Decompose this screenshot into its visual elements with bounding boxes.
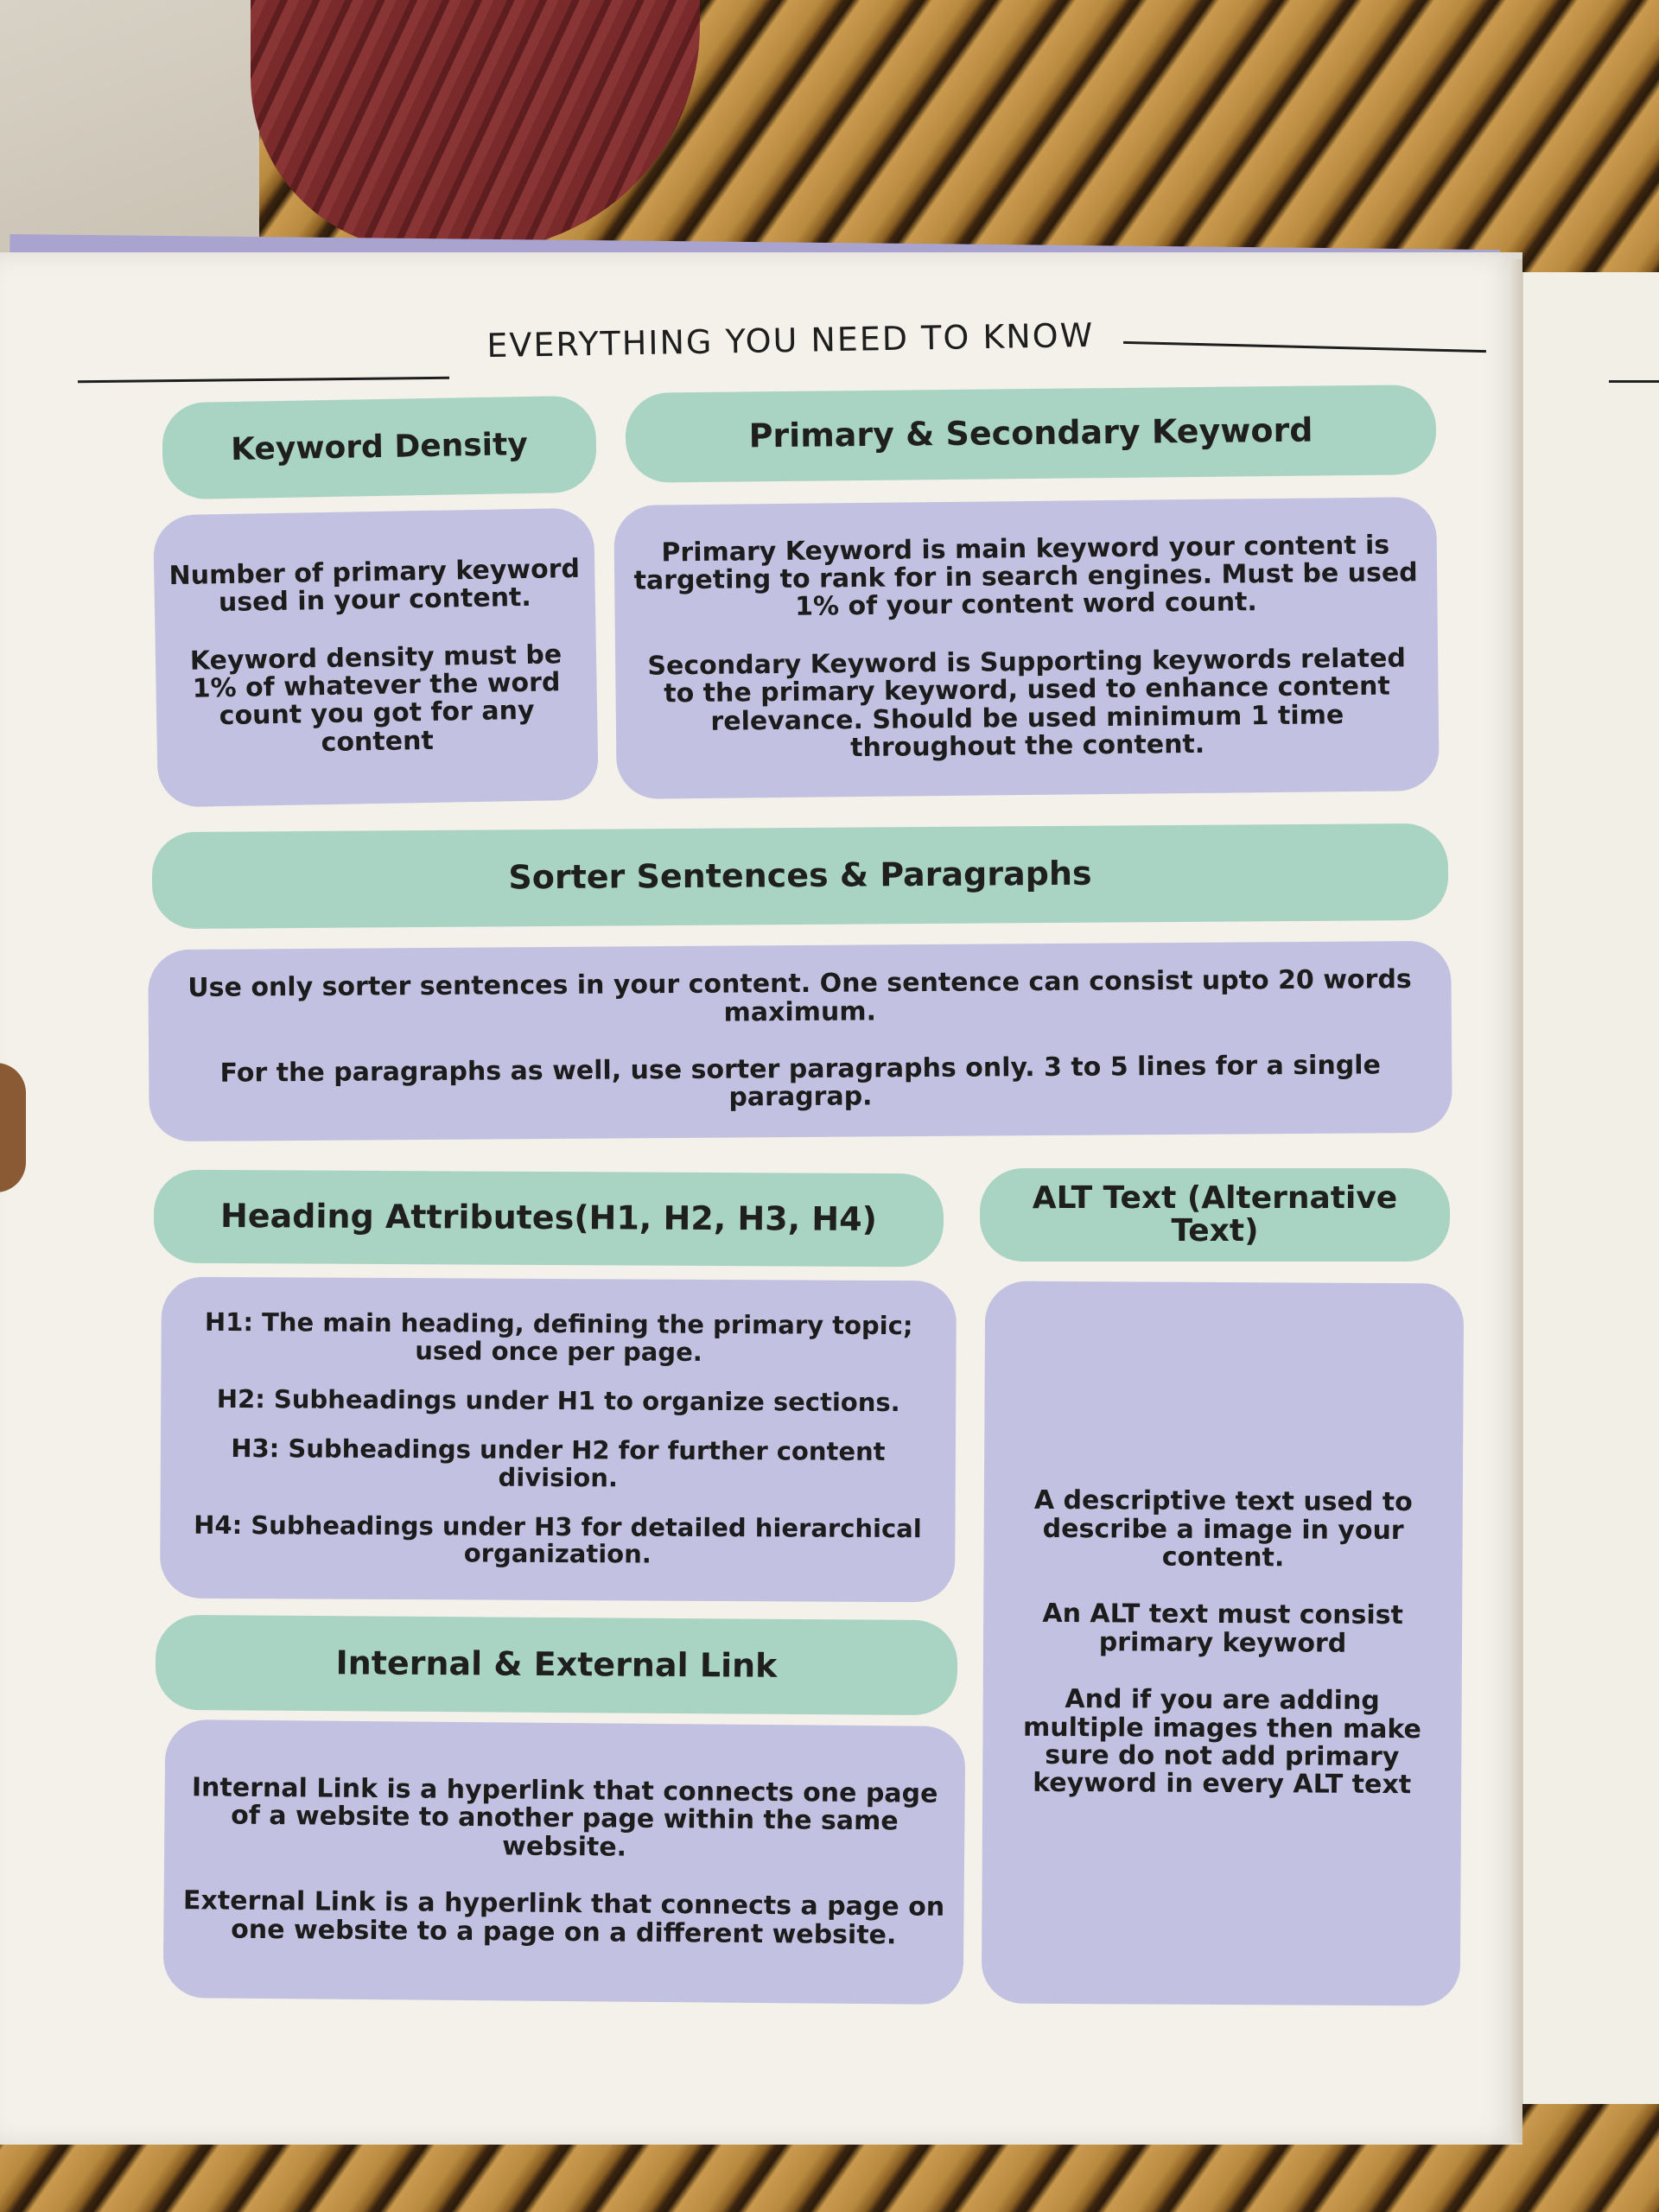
links-box	[163, 1719, 966, 2005]
alt-text-heading	[980, 1168, 1450, 1262]
secondary-keyword-text: Secondary Keyword is Supporting keywords related to the primary keyword, used to enhance content relevance. Should be used minimum 1 time throughout the content.	[647, 643, 1407, 764]
links-heading-text: Internal & External Link	[335, 1643, 778, 1685]
next-page-rule	[1609, 380, 1659, 383]
links-heading	[156, 1615, 958, 1715]
sentences-heading	[152, 823, 1449, 929]
page-title: EVERYTHING YOU NEED TO KNOW	[486, 315, 1095, 365]
alt-text-1: A descriptive text used to describe a image in your content.	[1033, 1485, 1413, 1573]
primary-secondary-heading-text: Primary & Secondary Keyword	[748, 410, 1313, 455]
alt-text-3: And if you are adding multiple images then make sure do not add primary keyword in every ALT text	[1022, 1684, 1421, 1801]
heading-attributes-box	[160, 1277, 957, 1603]
page-spine	[1510, 259, 1522, 2143]
h3-text: H3: Subheadings under H2 for further content division.	[231, 1433, 886, 1493]
alt-text-2: An ALT text must consist primary keyword	[1042, 1599, 1403, 1659]
floor-background	[0, 0, 259, 259]
keyword-density-heading	[162, 396, 597, 500]
keyword-density-heading-text: Keyword Density	[230, 427, 529, 468]
sentences-text-1: Use only sorter sentences in your content. One sentence can consist upto 20 words maximum.	[188, 964, 1412, 1028]
alt-text-box	[982, 1281, 1464, 2006]
thumb	[0, 1063, 26, 1192]
keyword-density-box	[153, 508, 599, 808]
heading-attributes-heading-text: Heading Attributes(H1, H2, H3, H4)	[219, 1197, 878, 1239]
external-link-text: External Link is a hyperlink that connects a page on one website to a page on a different website.	[182, 1885, 945, 1950]
alt-text-heading-text: ALT Text (Alternative Text)	[1032, 1180, 1398, 1249]
keyword-density-text-2: Keyword density must be 1% of whatever the word count you got for any content	[189, 639, 563, 758]
next-page-edge	[1521, 272, 1659, 2104]
h1-text: H1: The main heading, defining the primary topic; used once per page.	[204, 1307, 913, 1367]
sentences-box	[148, 941, 1452, 1142]
internal-link-text: Internal Link is a hyperlink that connects one page of a website to another page within the same website.	[191, 1772, 938, 1863]
h2-text: H2: Subheadings under H1 to organize sections.	[216, 1383, 900, 1418]
heading-attributes-heading	[154, 1170, 944, 1268]
primary-keyword-text: Primary Keyword is main keyword your content is targeting to rank for in search engines. Must be used 1% of your content word count.	[633, 530, 1418, 623]
sentences-heading-text: Sorter Sentences & Paragraphs	[508, 854, 1092, 897]
primary-secondary-heading	[625, 385, 1436, 483]
keyword-density-text-1: Number of primary keyword used in your content.	[168, 553, 581, 619]
sentences-text-2: For the paragraphs as well, use sorter paragraphs only. 3 to 5 lines for a single paragrap.	[219, 1050, 1381, 1113]
h4-text: H4: Subheadings under H3 for detailed hierarchical organization.	[194, 1510, 922, 1569]
primary-secondary-box	[613, 497, 1440, 799]
